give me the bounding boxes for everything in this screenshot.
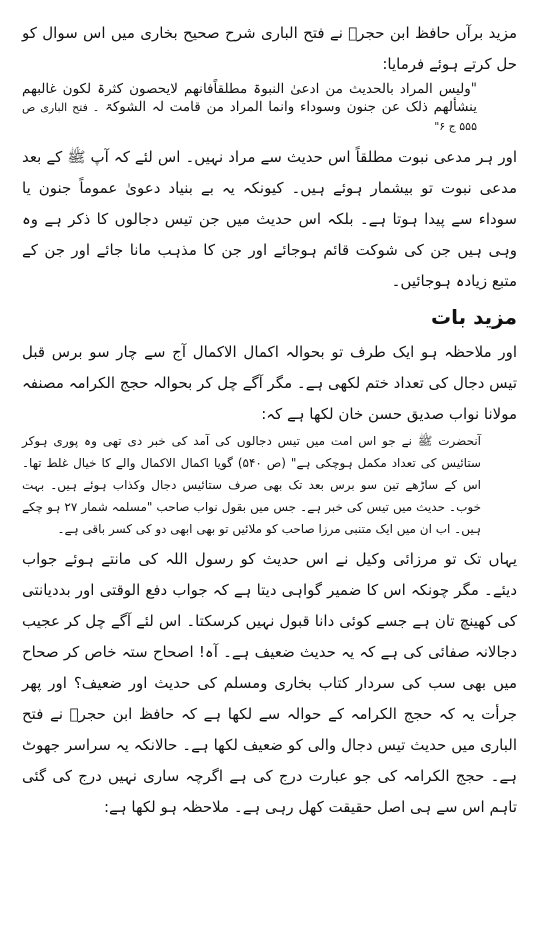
quoted-passage: آنحضرت ﷺ نے جو اس امت میں تیس دجالوں کی آمد کی خبر دی تھی وہ پوری ہوکر ستائیس کی تعداد مکمل ہوچکی ہے" (ص ۵۴۰) گویا اکمال الاکمال والے کا خیال غلط تھا۔ اس کے ساڑھے تین سو برس بعد تک بھی صرف ستائیس دجال وکذاب ہوئے ہیں۔ بہت خوب۔ حدیث میں تیس کی خبر ہے۔ جس میں بقول نواب صاحب "مسلمہ شمار ۲۷ ہو چکے ہیں۔ اب ان میں ایک متنبی مرزا صاحب کو ملائیں تو بھی ابھی دو کی کسر باقی ہے۔: [22, 434, 481, 536]
arabic-quote: [22, 80, 517, 136]
explanation-paragraph: اور ہر مدعی نبوت مطلقاً اس حدیث سے مراد نہیں۔ اس لئے کہ آپ ﷺ کے بعد مدعی نبوت تو بیشمار ہوئے ہیں۔ کیونکہ یہ بے بنیاد دعویٰ عموماً جنون یا سوداء سے پیدا ہوتا ہے۔ بلکہ اس حدیث میں جن تیس دجالوں کا ذکر ہے وہ وہی ہیں جن کی شوکت قائم ہوجائے اور جن کا مذہب مانا جائے اور جن کے متبع زیادہ ہوجائیں۔: [22, 148, 517, 290]
main-paragraph: اور ملاحظہ ہو ایک طرف تو بحوالہ اکمال الاکمال آج سے چار سو برس قبل تیس دجال کی تعداد ختم لکھی ہے۔ مگر آگے چل کر بحوالہ حجج الکرامہ مصنفہ مولانا نواب صدیق حسن خان لکھا ہے کہ:: [22, 343, 517, 423]
section-heading: مزید بات: [431, 305, 517, 329]
arabic-quote-reference: ۔ فتح الباری ص ۵۵۵ ج ۶": [22, 101, 477, 133]
arabic-quote-text: "ولیس المراد بالحدیث من ادعیٰ النبوۃ مطلقاًفانھم لایحصون کثرۃ لکون غالبھم ینشألھم ذلک عن جنون وسوداء وانما المراد من قامت لہ الشوکۃ: [22, 81, 477, 115]
intro-paragraph: مزید برآں حافظ ابن حجرؒ نے فتح الباری شرح صحیح بخاری میں اس سوال کو حل کرتے ہوئے فرمایا:: [22, 24, 517, 73]
conclusion-paragraph: یہاں تک تو مرزائی وکیل نے اس حدیث کو رسول اللہ کی مانتے ہوئے جواب دیئے۔ مگر چونکہ اس کا ضمیر گواہی دیتا ہے کہ جواب دفع الوقتی اور بددیانتی کی کھینچ تان ہے جسے کوئی دانا قبول نہیں کرسکتا۔ اس لئے آگے چل کر عجیب دجالانہ صفائی کی ہے کہ یہ حدیث ضعیف ہے۔ آہ! اصحاح ستہ خاص کر صحاح میں بھی سب کی سردار کتاب بخاری ومسلم کی حدیث اور ضعیف؟ اور پھر جرأت یہ کہ حجج الکرامہ کے حوالہ سے لکھا ہے کہ حافظ ابن حجرؒ نے فتح الباری میں حدیث تیس دجال والی کو ضعیف لکھا ہے۔ حالانکہ یہ سراسر جھوٹ ہے۔ حجج الکرامہ کی جو عبارت درج کی ہے اگرچہ ساری نہیں درج کی گئی تاہم اس سے ہی اصل حقیقت کھل رہی ہے۔ ملاحظہ ہو لکھا ہے:: [22, 550, 517, 816]
